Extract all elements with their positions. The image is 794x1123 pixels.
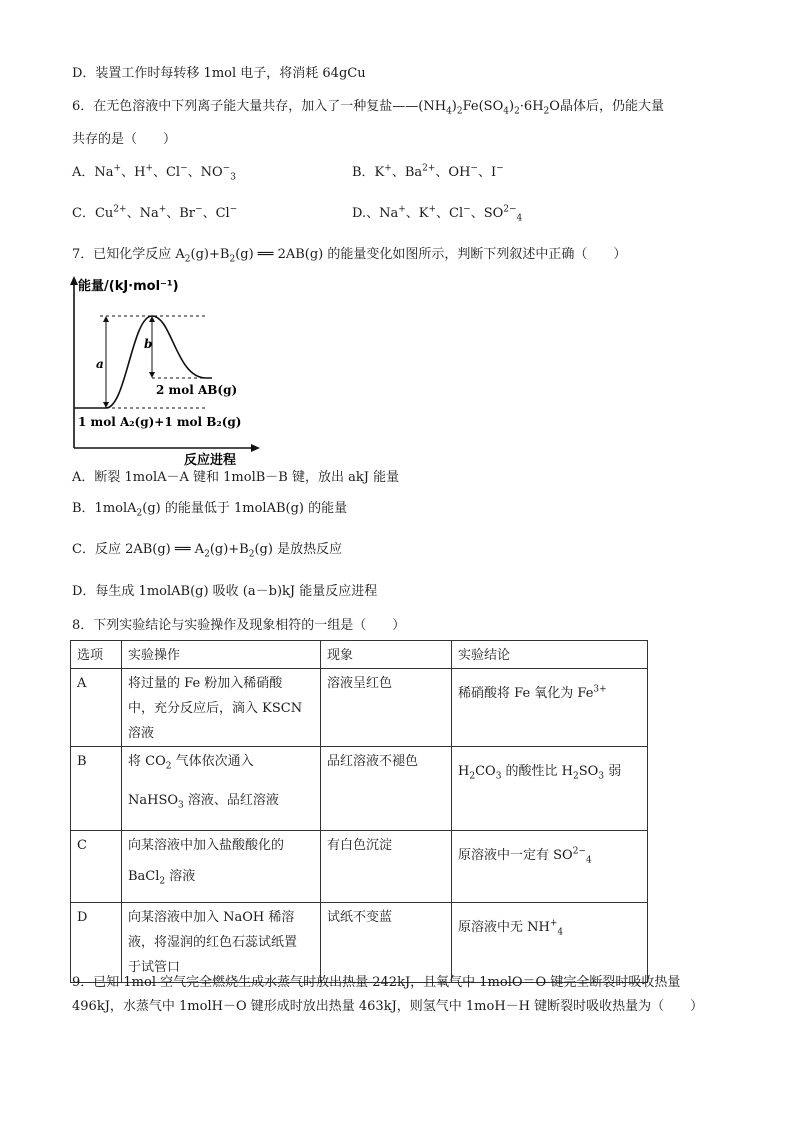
label-b: b bbox=[144, 337, 153, 351]
row-operation: 将过量的 Fe 粉加入稀硝酸 中，充分反应后，滴入 KSCN 溶液 bbox=[122, 669, 321, 747]
q8-stem: 8．下列实验结论与实验操作及现象相符的一组是（ ） bbox=[72, 618, 406, 633]
row-conclusion: $H_2CO_3$ 的酸性比 $H_2SO_3$ 弱 bbox=[452, 747, 648, 831]
q6-option-d: D.、Na+、K+、Cl−、$SO^{2-}_4$ bbox=[352, 204, 523, 224]
q9-line2: 496kJ，水蒸气中 1molH－O 键形成时放出热量 463kJ，则氢气中 1moH－H 键断裂时吸收热量为（ ） bbox=[72, 999, 704, 1014]
q7-option-c: C．反应 2AB(g) ══ $A_2(g)+B_2(g)$ 是放热反应 bbox=[72, 542, 343, 560]
row-conclusion: 稀硝酸将 Fe 氧化为 $Fe^{3+}$ bbox=[452, 669, 648, 747]
row-operation: 向某溶液中加入 NaOH 稀溶 液，将湿润的红色石蕊试纸置 于试管口 bbox=[122, 903, 321, 983]
q6-stem-line2: 共存的是（ ） bbox=[72, 132, 177, 147]
q6-option-b: B．K+、$Ba^{2+}$、OH−、I− bbox=[352, 163, 504, 180]
table-row bbox=[71, 747, 648, 831]
row-phenomenon: 溶液呈红色 bbox=[321, 669, 452, 747]
row-conclusion: 原溶液中无 $NH^+_4$ bbox=[452, 903, 648, 983]
q7-option-a: A．断裂 1molA－A 键和 1molB－B 键，放出 akJ 能量 bbox=[72, 470, 400, 485]
row-phenomenon: 试纸不变蓝 bbox=[321, 903, 452, 983]
q7-option-d: D．每生成 1molAB(g) 吸收 (a－b)kJ 能量反应进程 bbox=[72, 584, 378, 599]
row-option: D bbox=[71, 903, 122, 983]
row-conclusion: 原溶液中一定有 $SO^{2-}_4$ bbox=[452, 831, 648, 903]
row-phenomenon: 品红溶液不褪色 bbox=[321, 747, 452, 831]
header-conclusion: 实验结论 bbox=[452, 641, 648, 669]
q9-line1: 9．已知 1mol 空气完全燃烧生成水蒸气时放出热量 242kJ，且氧气中 1molO＝O 键完全断裂时吸收热量 bbox=[72, 975, 681, 990]
label-a: a bbox=[96, 357, 104, 371]
q7-option-b: B．1molA$_2$(g) 的能量低于 1molAB(g) 的能量 bbox=[72, 501, 348, 519]
q5-option-d: D．装置工作时每转移 1mol 电子，将消耗 64gCu bbox=[72, 66, 366, 81]
table-row bbox=[71, 903, 648, 983]
row-operation: 向某溶液中加入盐酸酸化的 BaCl$_2$ 溶液 bbox=[122, 831, 321, 903]
table-row bbox=[71, 669, 648, 747]
table-row bbox=[71, 831, 648, 903]
row-option: A bbox=[71, 669, 122, 747]
reactant-label: 1 mol A₂(g)+1 mol B₂(g) bbox=[78, 415, 242, 429]
header-option: 选项 bbox=[71, 641, 122, 669]
energy-axis-label: 能量/(kJ·mol⁻¹) bbox=[78, 279, 179, 294]
energy-diagram bbox=[66, 270, 266, 470]
q6-stem: 6．在无色溶液中下列离子能大量共存，加入了一种复盐$——(NH_4)_2Fe(SO_4)_2\cdot 6H_2O$晶体后，仍能大量 bbox=[72, 99, 664, 117]
q6-option-c: C．$Cu^{2+}$、Na+、Br−、Cl− bbox=[72, 204, 238, 221]
table-header-row bbox=[71, 641, 648, 669]
q6-option-a: A．Na+、H+、Cl−、$NO^-_3$ bbox=[72, 163, 236, 183]
row-phenomenon: 有白色沉淀 bbox=[321, 831, 452, 903]
experiment-table bbox=[70, 640, 648, 983]
header-operation: 实验操作 bbox=[122, 641, 321, 669]
row-operation: 将 $CO_2$ 气体依次通入 NaHSO$_3$ 溶液、品红溶液 bbox=[122, 747, 321, 831]
header-phenomenon: 现象 bbox=[321, 641, 452, 669]
row-option: B bbox=[71, 747, 122, 831]
product-label: 2 mol AB(g) bbox=[156, 383, 238, 397]
row-option: C bbox=[71, 831, 122, 903]
progress-axis-label: 反应进程 bbox=[184, 453, 237, 468]
q7-stem: 7．已知化学反应 $A_2(g)+B_2(g)$ ══ 2AB(g) 的能量变化如图所示，判断下列叙述中正确（ ） bbox=[72, 247, 627, 265]
